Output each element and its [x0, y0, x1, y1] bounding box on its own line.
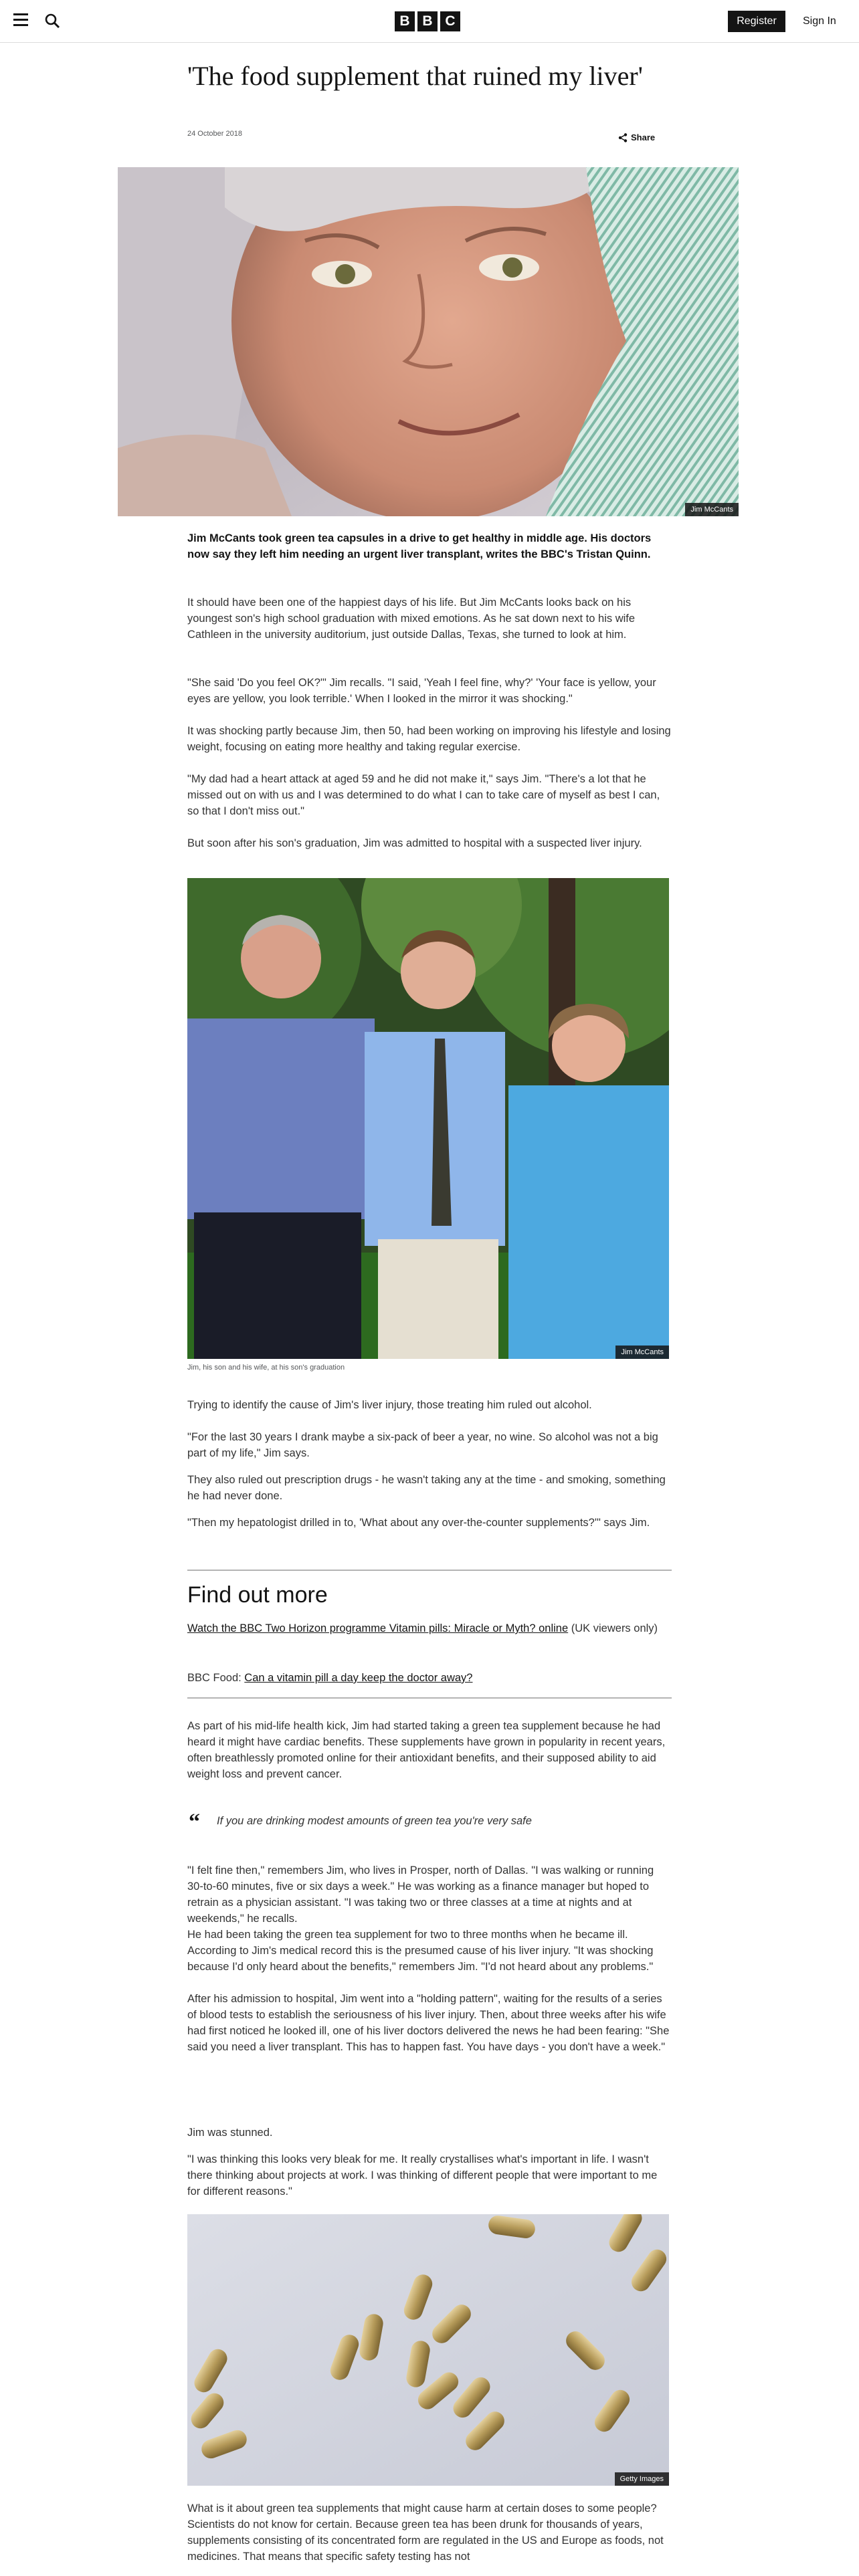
quote-icon: “	[189, 1810, 200, 1834]
divider	[187, 1697, 672, 1699]
find-out-more-heading: Find out more	[187, 1582, 328, 1608]
find-out-more-item	[187, 1620, 672, 1636]
paragraph: But soon after his son's graduation, Jim was admitted to hospital with a suspected liver injury.	[187, 837, 642, 849]
paragraph: Trying to identify the cause of Jim's liver injury, those treating him ruled out alcohol.	[187, 1399, 592, 1411]
find-out-more-item	[187, 1670, 672, 1686]
divider	[187, 1570, 672, 1571]
article-lead: Jim McCants took green tea capsules in a drive to get healthy in middle age. His doctors now say they left him needing an urgent liver transplant, writes the BBC's Tristan Quinn.	[187, 532, 652, 560]
share-label: Share	[631, 132, 656, 142]
menu-icon[interactable]	[13, 13, 28, 28]
horizon-programme-link[interactable]: Watch the BBC Two Horizon programme Vitamin pills: Miracle or Myth? online	[187, 1622, 569, 1634]
image-credit: Getty Images	[615, 2472, 669, 2486]
logo-letter: B	[395, 11, 415, 31]
family-image	[187, 878, 669, 1359]
paragraph: "I felt fine then," remembers Jim, who lives in Prosper, north of Dallas. "I was walking or running 30-to-60 minutes, five or six days a week." He was working as a finance manager but hoped to retrain as a physician assistant. "I was taking two or three classes at a time at nights and at weekends," he recalls.	[187, 1864, 654, 1925]
logo-letter: C	[440, 11, 460, 31]
link-prefix: BBC Food:	[187, 1672, 245, 1684]
share-icon	[618, 133, 628, 142]
article-date: 24 October 2018	[187, 130, 242, 138]
page-title: 'The food supplement that ruined my liver'	[187, 61, 643, 91]
sign-in-link[interactable]: Sign In	[803, 15, 836, 27]
paragraph: As part of his mid-life health kick, Jim had started taking a green tea supplement because he had heard it might have cardiac benefits. These supplements have grown in popularity in recent years, often breathlessly promoted online for their antioxidant benefits, and their supposed ability to aid weight loss and prevent cancer.	[187, 1720, 666, 1780]
link-suffix: (UK viewers only)	[568, 1622, 658, 1634]
paragraph: He had been taking the green tea supplement for two to three months when he became ill. According to Jim's medical record this is the presumed cause of his liver injury. "It was shocking because I'd only heard about the benefits," remembers Jim. "I'd not heard about any problems."	[187, 1929, 654, 1973]
pull-quote: If you are drinking modest amounts of green tea you're very safe	[217, 1815, 532, 1827]
image-credit: Jim McCants	[615, 1346, 669, 1359]
paragraph: "I was thinking this looks very bleak for me. It really crystallises what's important in life. I wasn't there thinking about projects at work. I was thinking of different people that were important to me for different reasons."	[187, 2153, 658, 2197]
paragraph: It should have been one of the happiest days of his life. But Jim McCants looks back on his youngest son's high school graduation with mixed emotions. As he sat down next to his wife Cathleen in the university auditorium, just outside Dallas, Texas, she turned to look at him.	[187, 597, 636, 641]
paragraph: What is it about green tea supplements that might cause harm at certain doses to some people? Scientists do not know for certain. Because green tea has been drunk for thousands of years, supplements consisting of its concentrated form are regulated in the US and Europe as foods, not medicines. That means that specific safety testing has not	[187, 2502, 664, 2563]
paragraph: After his admission to hospital, Jim went into a "holding pattern", waiting for the results of a series of blood tests to establish the seriousness of his liver injury. Then, about three weeks after his wife had first noticed he looked ill, one of his liver doctors delivered the news he had been fearing: "She said you need a liver transplant. This has to happen fast. You have days - you don't have a week."	[187, 1993, 670, 2053]
image-caption: Jim, his son and his wife, at his son's graduation	[187, 1364, 345, 1372]
paragraph: "My dad had a heart attack at aged 59 and he did not make it," says Jim. "There's a lot that he missed out on with us and I was determined to do what I can to take care of myself as best I can, so that I don't miss out."	[187, 773, 660, 817]
logo-letter: B	[417, 11, 438, 31]
paragraph: "She said 'Do you feel OK?'" Jim recalls. "I said, 'Yeah I feel fine, why?' 'Your face is yellow, your eyes are yellow, you look terrible.' When I looked in the mirror it was shocking."	[187, 677, 656, 705]
search-icon[interactable]	[44, 13, 62, 30]
paragraph: It was shocking partly because Jim, then 50, had been working on improving his lifestyle and losing weight, focusing on eating more healthy and taking regular exercise.	[187, 725, 671, 753]
site-header	[0, 0, 859, 43]
paragraph: "Then my hepatologist drilled in to, 'What about any over-the-counter supplements?'" says Jim.	[187, 1517, 650, 1529]
paragraph: They also ruled out prescription drugs - he wasn't taking any at the time - and smoking, something he had never done.	[187, 1474, 666, 1502]
pills-image	[187, 2214, 669, 2486]
bbc-logo[interactable]	[395, 11, 460, 31]
paragraph: "For the last 30 years I drank maybe a six-pack of beer a year, no wine. So alcohol was not a big part of my life," Jim says.	[187, 1431, 658, 1459]
register-button[interactable]: Register	[728, 11, 785, 32]
paragraph: Jim was stunned.	[187, 2127, 273, 2139]
share-button[interactable]	[618, 132, 655, 142]
image-credit: Jim McCants	[685, 503, 739, 516]
bbc-food-link[interactable]: Can a vitamin pill a day keep the doctor away?	[244, 1672, 473, 1684]
hero-image	[118, 167, 739, 516]
